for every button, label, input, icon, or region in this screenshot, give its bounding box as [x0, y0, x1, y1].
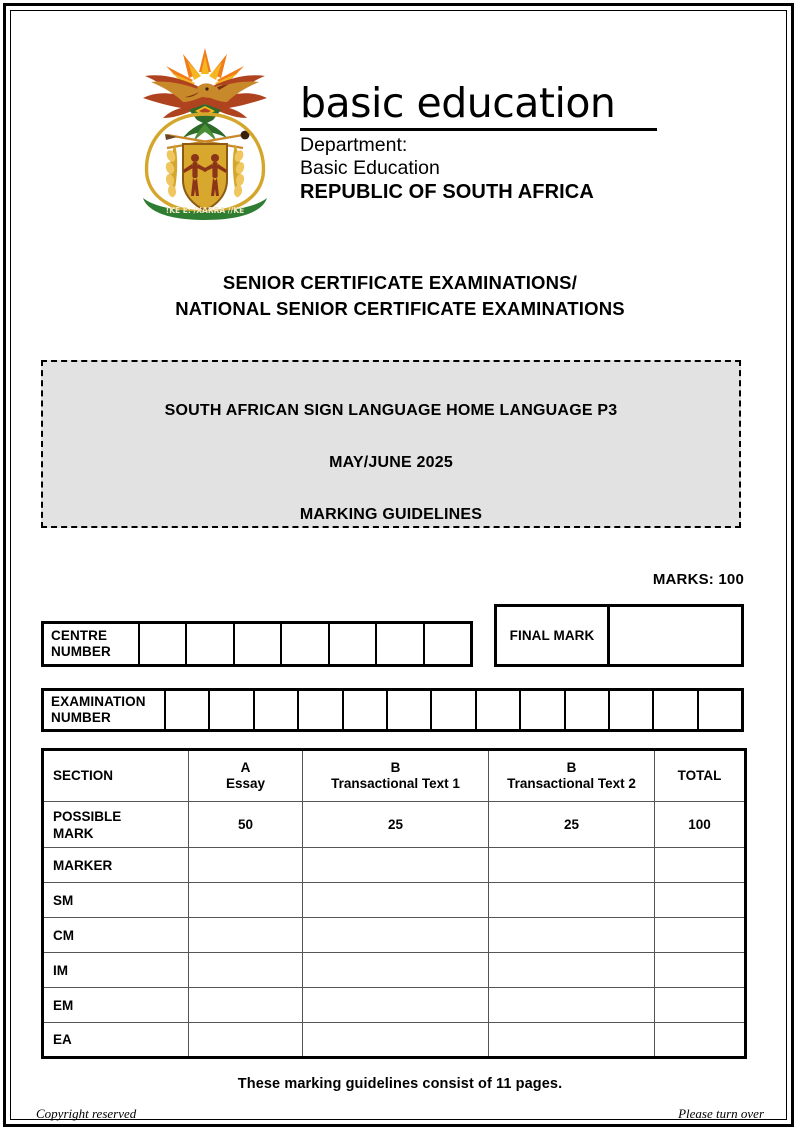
table-row: [43, 988, 746, 1023]
exam-heading-line-2: NATIONAL SENIOR CERTIFICATE EXAMINATIONS: [175, 298, 625, 319]
crest-motto-text: !KE E: /XARRA //KE: [165, 206, 245, 215]
cell-im-a[interactable]: [189, 953, 303, 988]
cell-possible-total: 100: [655, 802, 746, 848]
cell-marker-total[interactable]: [655, 848, 746, 883]
row-label-line-2: MARK: [53, 825, 94, 841]
cell-ea-b2[interactable]: [489, 1023, 655, 1058]
examination-number-cell[interactable]: [610, 691, 654, 729]
cell-ea-a[interactable]: [189, 1023, 303, 1058]
cell-em-b2[interactable]: [489, 988, 655, 1023]
examination-number-cell[interactable]: [432, 691, 476, 729]
cell-marker-b2[interactable]: [489, 848, 655, 883]
header-letter: A: [240, 760, 251, 775]
marks-total-label: MARKS: 100: [652, 571, 744, 588]
cell-possible-b1: 25: [303, 802, 489, 848]
final-mark-label: FINAL MARK: [497, 607, 610, 664]
cell-ea-b1[interactable]: [303, 1023, 489, 1058]
cell-cm-a[interactable]: [189, 918, 303, 953]
pages-note: These marking guidelines consist of 11 pages.: [237, 1076, 563, 1092]
document-type: MARKING GUIDELINES: [299, 506, 483, 523]
cell-em-total[interactable]: [655, 988, 746, 1023]
examination-number-label-line-1: EXAMINATION: [51, 694, 146, 709]
examination-number-cell[interactable]: [255, 691, 299, 729]
cell-marker-b1[interactable]: [303, 848, 489, 883]
cell-cm-b1[interactable]: [303, 918, 489, 953]
header-letter: B: [390, 760, 401, 775]
centre-number-label-line-2: NUMBER: [51, 644, 111, 659]
cell-sm-total[interactable]: [655, 883, 746, 918]
cell-sm-a[interactable]: [189, 883, 303, 918]
table-row: [43, 918, 746, 953]
centre-number-cell[interactable]: [330, 624, 377, 664]
header-name: Essay: [225, 776, 266, 791]
cell-em-b1[interactable]: [303, 988, 489, 1023]
cell-sm-b1[interactable]: [303, 883, 489, 918]
centre-number-label-line-1: CENTRE: [51, 628, 108, 643]
department-line-1: Department:: [300, 134, 408, 156]
header-total: TOTAL: [655, 750, 746, 802]
centre-number-cell[interactable]: [187, 624, 234, 664]
masthead: [12, 30, 788, 220]
header-name: Transactional Text 1: [331, 776, 460, 791]
turn-over-notice: Please turn over: [678, 1106, 764, 1121]
centre-number-cell[interactable]: [235, 624, 282, 664]
examination-number-cell[interactable]: [654, 691, 698, 729]
row-label-cm: CM: [43, 918, 189, 953]
subject-info-box: [41, 360, 741, 528]
table-row: [43, 953, 746, 988]
row-label-line-1: POSSIBLE: [53, 808, 122, 824]
centre-number-cell[interactable]: [140, 624, 187, 664]
examination-number-cell[interactable]: [521, 691, 565, 729]
country-line: REPUBLIC OF SOUTH AFRICA: [300, 181, 594, 203]
header-letter: B: [566, 760, 577, 775]
row-label-possible-mark: [43, 802, 189, 848]
examination-number-cell[interactable]: [699, 691, 741, 729]
exam-heading-line-1: SENIOR CERTIFICATE EXAMINATIONS/: [222, 272, 578, 293]
exam-heading: [12, 270, 788, 322]
final-mark-field[interactable]: [494, 604, 744, 667]
row-label-ea: EA: [43, 1023, 189, 1058]
row-label-marker: MARKER: [43, 848, 189, 883]
examination-number-cell[interactable]: [299, 691, 343, 729]
table-row: [43, 848, 746, 883]
row-label-im: IM: [43, 953, 189, 988]
header-section-b1: [303, 750, 489, 802]
cell-marker-a[interactable]: [189, 848, 303, 883]
centre-number-label: [44, 624, 140, 664]
header-name: Transactional Text 2: [507, 776, 636, 791]
cell-cm-total[interactable]: [655, 918, 746, 953]
final-mark-value-cell[interactable]: [610, 607, 741, 664]
centre-number-cell[interactable]: [282, 624, 329, 664]
centre-number-cell[interactable]: [425, 624, 470, 664]
examination-number-cell[interactable]: [388, 691, 432, 729]
examination-number-cell[interactable]: [344, 691, 388, 729]
page-footer: [36, 1106, 764, 1122]
header-section-a: [189, 750, 303, 802]
cell-im-total[interactable]: [655, 953, 746, 988]
header-section-b2: [489, 750, 655, 802]
marking-summary-table: [41, 748, 747, 1059]
exam-cover-page: [12, 12, 788, 1121]
table-row: [43, 802, 746, 848]
row-label-em: EM: [43, 988, 189, 1023]
header-section: SECTION: [43, 750, 189, 802]
copyright-notice: Copyright reserved: [36, 1106, 137, 1121]
cell-possible-b2: 25: [489, 802, 655, 848]
department-line-2: Basic Education: [300, 157, 440, 179]
examination-number-label-line-2: NUMBER: [51, 710, 111, 725]
centre-number-cell[interactable]: [377, 624, 424, 664]
brand-title: basic education: [300, 79, 616, 127]
table-header-row: [43, 750, 746, 802]
examination-number-cell[interactable]: [477, 691, 521, 729]
cell-sm-b2[interactable]: [489, 883, 655, 918]
examination-number-cell[interactable]: [210, 691, 254, 729]
basic-education-wordmark: [300, 80, 670, 204]
exam-session: MAY/JUNE 2025: [329, 454, 453, 471]
examination-number-cell[interactable]: [566, 691, 610, 729]
south-african-coat-of-arms-icon: [125, 40, 285, 220]
centre-number-field[interactable]: [41, 621, 473, 667]
cell-cm-b2[interactable]: [489, 918, 655, 953]
cell-em-a[interactable]: [189, 988, 303, 1023]
examination-number-field[interactable]: [41, 688, 744, 732]
table-row: [43, 1023, 746, 1058]
table-row: [43, 883, 746, 918]
brand-underline-rule: [300, 128, 657, 131]
subject-title: SOUTH AFRICAN SIGN LANGUAGE HOME LANGUAGE P3: [164, 402, 618, 419]
examination-number-cell[interactable]: [166, 691, 210, 729]
cell-ea-total[interactable]: [655, 1023, 746, 1058]
cell-possible-a: 50: [189, 802, 303, 848]
cell-im-b1[interactable]: [303, 953, 489, 988]
cell-im-b2[interactable]: [489, 953, 655, 988]
examination-number-label: [44, 691, 166, 729]
row-label-sm: SM: [43, 883, 189, 918]
